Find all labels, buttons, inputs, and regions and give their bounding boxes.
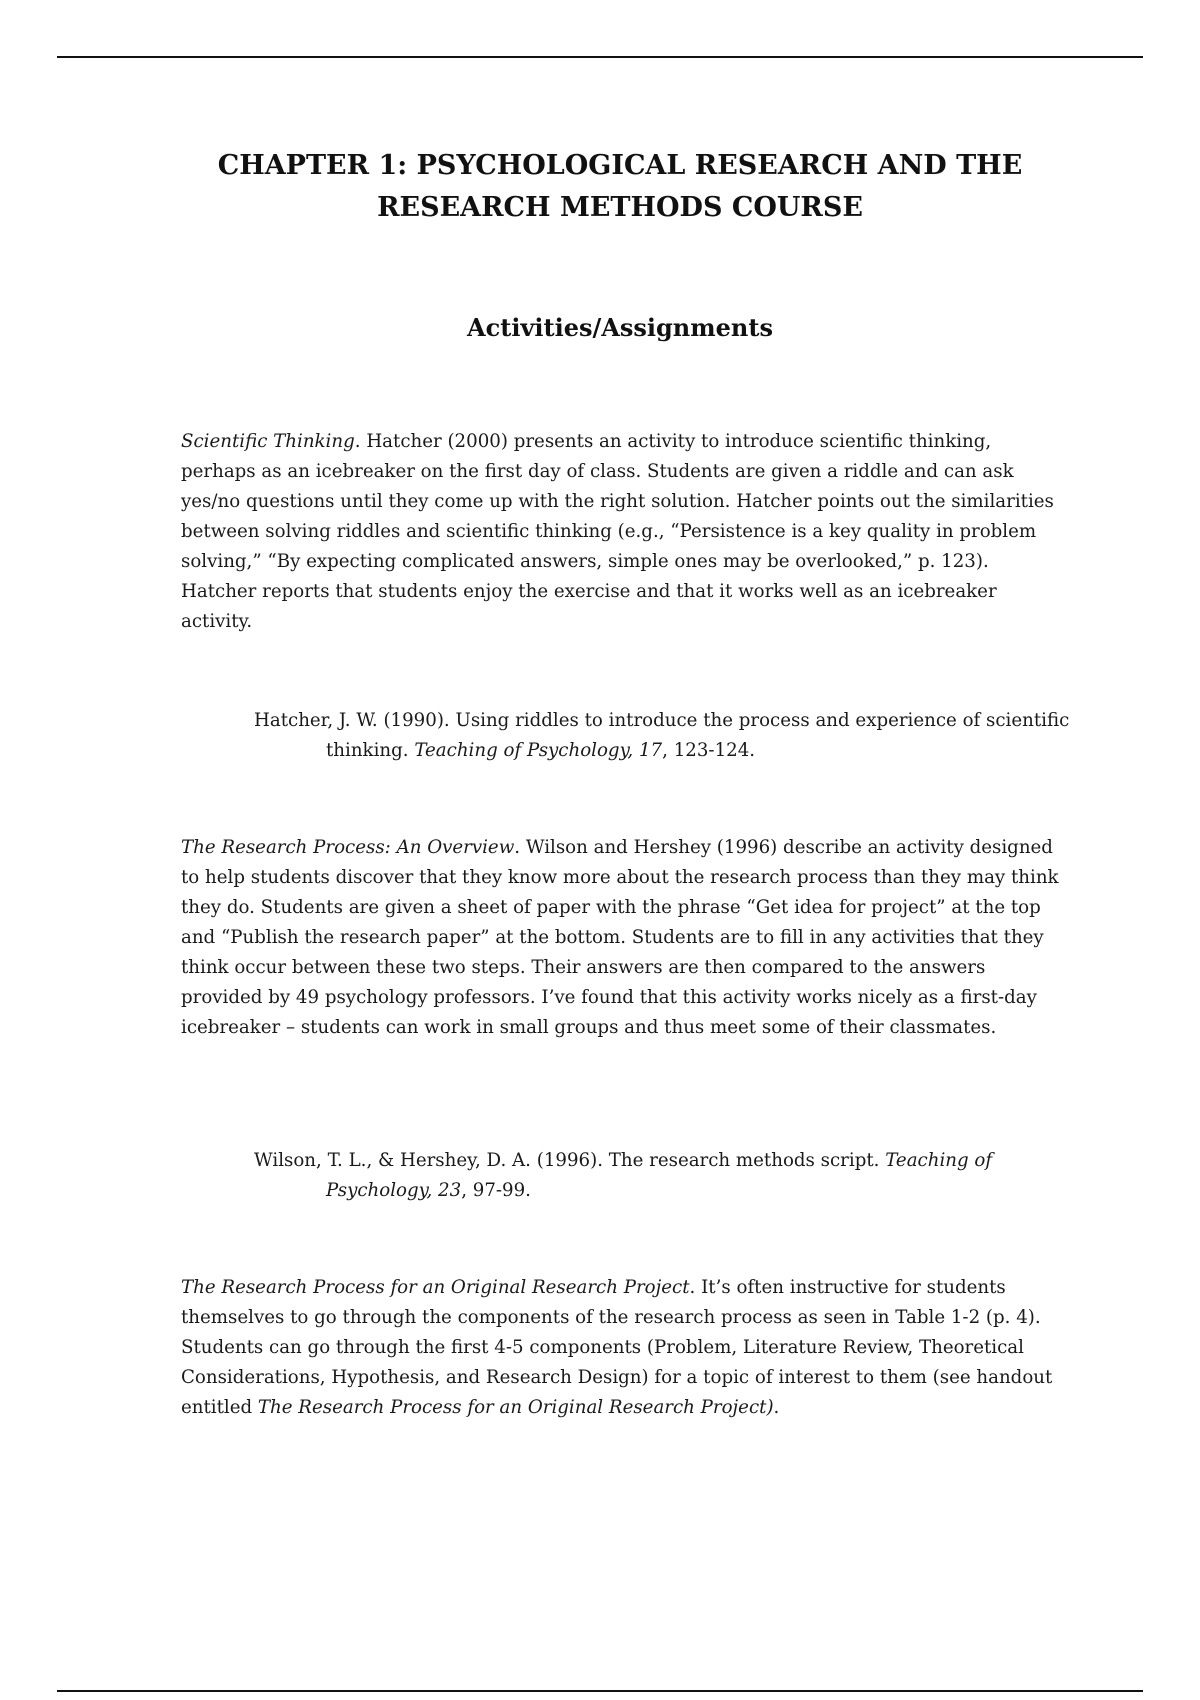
reference-journal: Teaching of Psychology, 23 [326,1150,993,1201]
paragraph-lead-punct: . [514,837,521,858]
paragraph-lead-title: Scientific Thinking [181,431,355,452]
top-rule [57,56,1143,58]
reference-authors-title: Wilson, T. L., & Hershey, D. A. (1996). The research methods script. [254,1150,886,1171]
reference-pages: , 123-124. [662,740,756,761]
reference-authors-title: Hatcher, J. W. (1990). Using riddles to introduce the process and experience of scientific thinking. [254,710,1070,761]
paragraph-lead-punct: . [354,431,361,452]
paragraph-end-punct: . [773,1397,780,1418]
paragraph-research-process-overview [181,833,1061,1043]
reference-hatcher [254,706,1086,766]
handout-title: The Research Process for an Original Research Project) [257,1397,774,1418]
paragraph-lead-title: The Research Process: An Overview [181,837,515,858]
chapter-title: CHAPTER 1: PSYCHOLOGICAL RESEARCH AND THE RESEARCH METHODS COURSE [217,150,1023,223]
paragraph-body: Wilson and Hershey (1996) describe an activity designed to help students discover that they know more about the research process than they may think they do. Students are given a sheet of paper with the phrase “Get idea for project” at the top and “Publish the research paper” at the bottom. Students are to fill in any activities that they think occur between these two steps. Their answers are then compared to the answers provided by 49 psychology professors. I’ve found that this activity works nicely as a first-day icebreaker – students can work in small groups and thus meet some of their classmates. [181,837,1059,1038]
reference-journal: Teaching of Psychology, 17 [414,740,663,761]
bottom-rule [57,1690,1143,1692]
paragraph-scientific-thinking [181,427,1061,637]
section-heading: Activities/Assignments [467,313,773,342]
paragraph-body: Hatcher (2000) presents an activity to introduce scientific thinking, perhaps as an icebreaker on the first day of class. Students are given a riddle and can ask yes/no questions until they come up with the right solution. Hatcher points out the similarities between solving riddles and scientific thinking (e.g., “Persistence is a key quality in problem solving,” “By expecting complicated answers, simple ones may be overlooked,” p. 123). Hatcher reports that students enjoy the exercise and that it works well as an icebreaker activity. [181,431,1054,632]
paragraph-body: It’s often instructive for students themselves to go through the components of the research process as seen in Table 1-2 (p. 4). Students can go through the first 4-5 components (Problem, Literature Review, Theoretical Considerations, Hypothesis, and Research Design) for a topic of interest to them (see handout entitled [181,1277,1053,1418]
paragraph-lead-punct: . [689,1277,696,1298]
reference-wilson-hershey [254,1146,1086,1206]
reference-pages: , 97-99. [461,1180,531,1201]
paragraph-lead-title: The Research Process for an Original Research Project [181,1277,690,1298]
paragraph-original-research-project [181,1273,1061,1423]
